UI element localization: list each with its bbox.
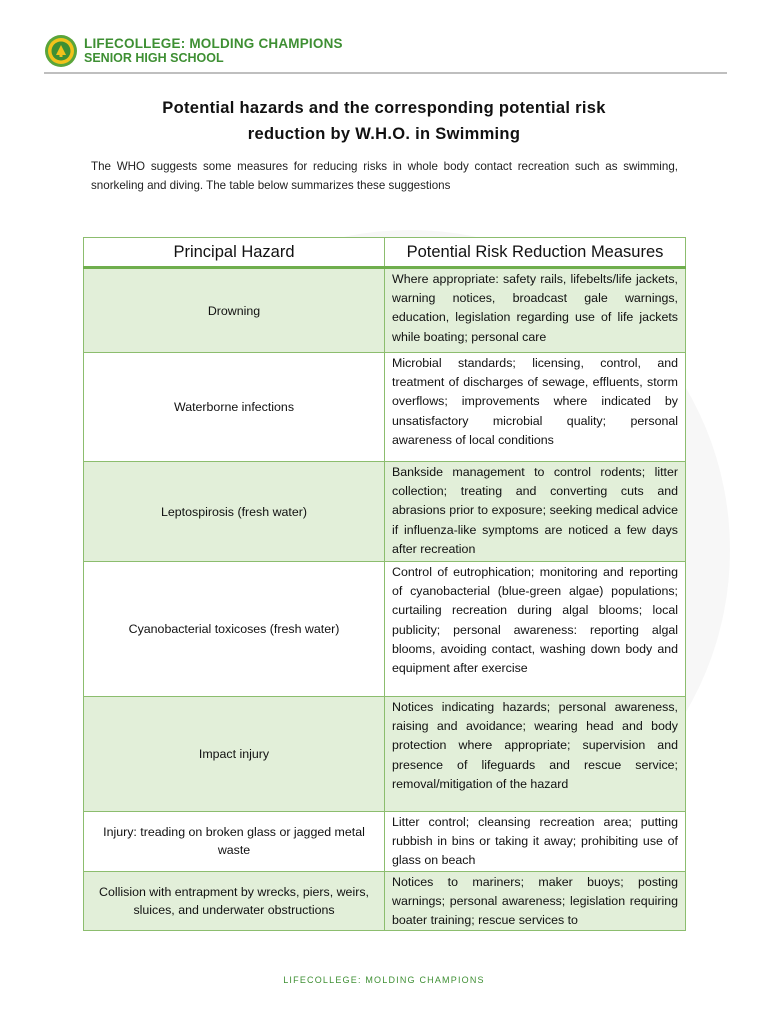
page-title [90, 95, 678, 147]
table-row [84, 871, 686, 931]
table-row [84, 462, 686, 562]
table-row [84, 353, 686, 462]
measures-cell: Notices indicating hazards; personal awareness, raising and avoidance; wearing head and body protection where appropriate; supervision and presence of lifeguards and rescue service; removal/mitigation of the hazard [385, 697, 686, 812]
intro-paragraph: The WHO suggests some measures for reducing risks in whole body contact recreation such as swimming, snorkeling and diving. The table below summarizes these suggestions [91, 160, 678, 192]
measures-cell: Bankside management to control rodents; litter collection; treating and converting cuts and abrasions prior to exposure; seeking medical advice if influenza-like symptoms are noticed a few days after recreation [385, 462, 686, 562]
page-header [44, 31, 343, 71]
measures-cell: Where appropriate: safety rails, lifebelts/life jackets, warning notices, broadcast gale warnings, education, legislation regarding use of life jackets while boating; personal care [385, 268, 686, 353]
school-logo-icon [44, 34, 78, 68]
hazard-cell: Drowning [84, 268, 385, 353]
measures-cell: Control of eutrophication; monitoring and reporting of cyanobacterial (blue-green algae) populations; curtailing recreation during algal blooms; local publicity; personal awareness: reporting algal blooms, avoiding contact, washing down body and equipment after exercise [385, 562, 686, 697]
hazard-cell: Collision with entrapment by wrecks, piers, weirs, sluices, and underwater obstructions [84, 871, 385, 931]
hazards-table-container [83, 237, 685, 931]
header-divider [44, 72, 727, 74]
column-header-measures: Potential Risk Reduction Measures [385, 238, 686, 268]
brand-text [84, 37, 343, 65]
hazard-cell: Leptospirosis (fresh water) [84, 462, 385, 562]
measures-cell: Notices to mariners; maker buoys; posting warnings; personal awareness; legislation requiring boater training; rescue services to [385, 871, 686, 931]
hazard-cell: Impact injury [84, 697, 385, 812]
column-header-hazard: Principal Hazard [84, 238, 385, 268]
table-row [84, 268, 686, 353]
measures-cell: Litter control; cleansing recreation area; putting rubbish in bins or taking it away; prohibiting use of glass on beach [385, 812, 686, 872]
table-row [84, 562, 686, 697]
measures-cell: Microbial standards; licensing, control, and treatment of discharges of sewage, effluents, storm overflows; improvements where indicated by unsatisfactory microbial quality; personal awareness of local conditions [385, 353, 686, 462]
hazard-cell: Injury: treading on broken glass or jagged metal waste [84, 812, 385, 872]
brand-line-1: LIFECOLLEGE: MOLDING CHAMPIONS [84, 36, 343, 51]
table-row [84, 697, 686, 812]
title-line-2: reduction by W.H.O. in Swimming [247, 125, 521, 143]
title-line-1: Potential hazards and the corresponding potential risk [162, 99, 606, 117]
table-header-row [84, 238, 686, 268]
brand-line-2: SENIOR HIGH SCHOOL [84, 51, 224, 65]
hazards-table [83, 237, 686, 931]
hazard-cell: Waterborne infections [84, 353, 385, 462]
table-row [84, 812, 686, 872]
hazard-cell: Cyanobacterial toxicoses (fresh water) [84, 562, 385, 697]
page-footer: LIFECOLLEGE: MOLDING CHAMPIONS [283, 975, 485, 985]
